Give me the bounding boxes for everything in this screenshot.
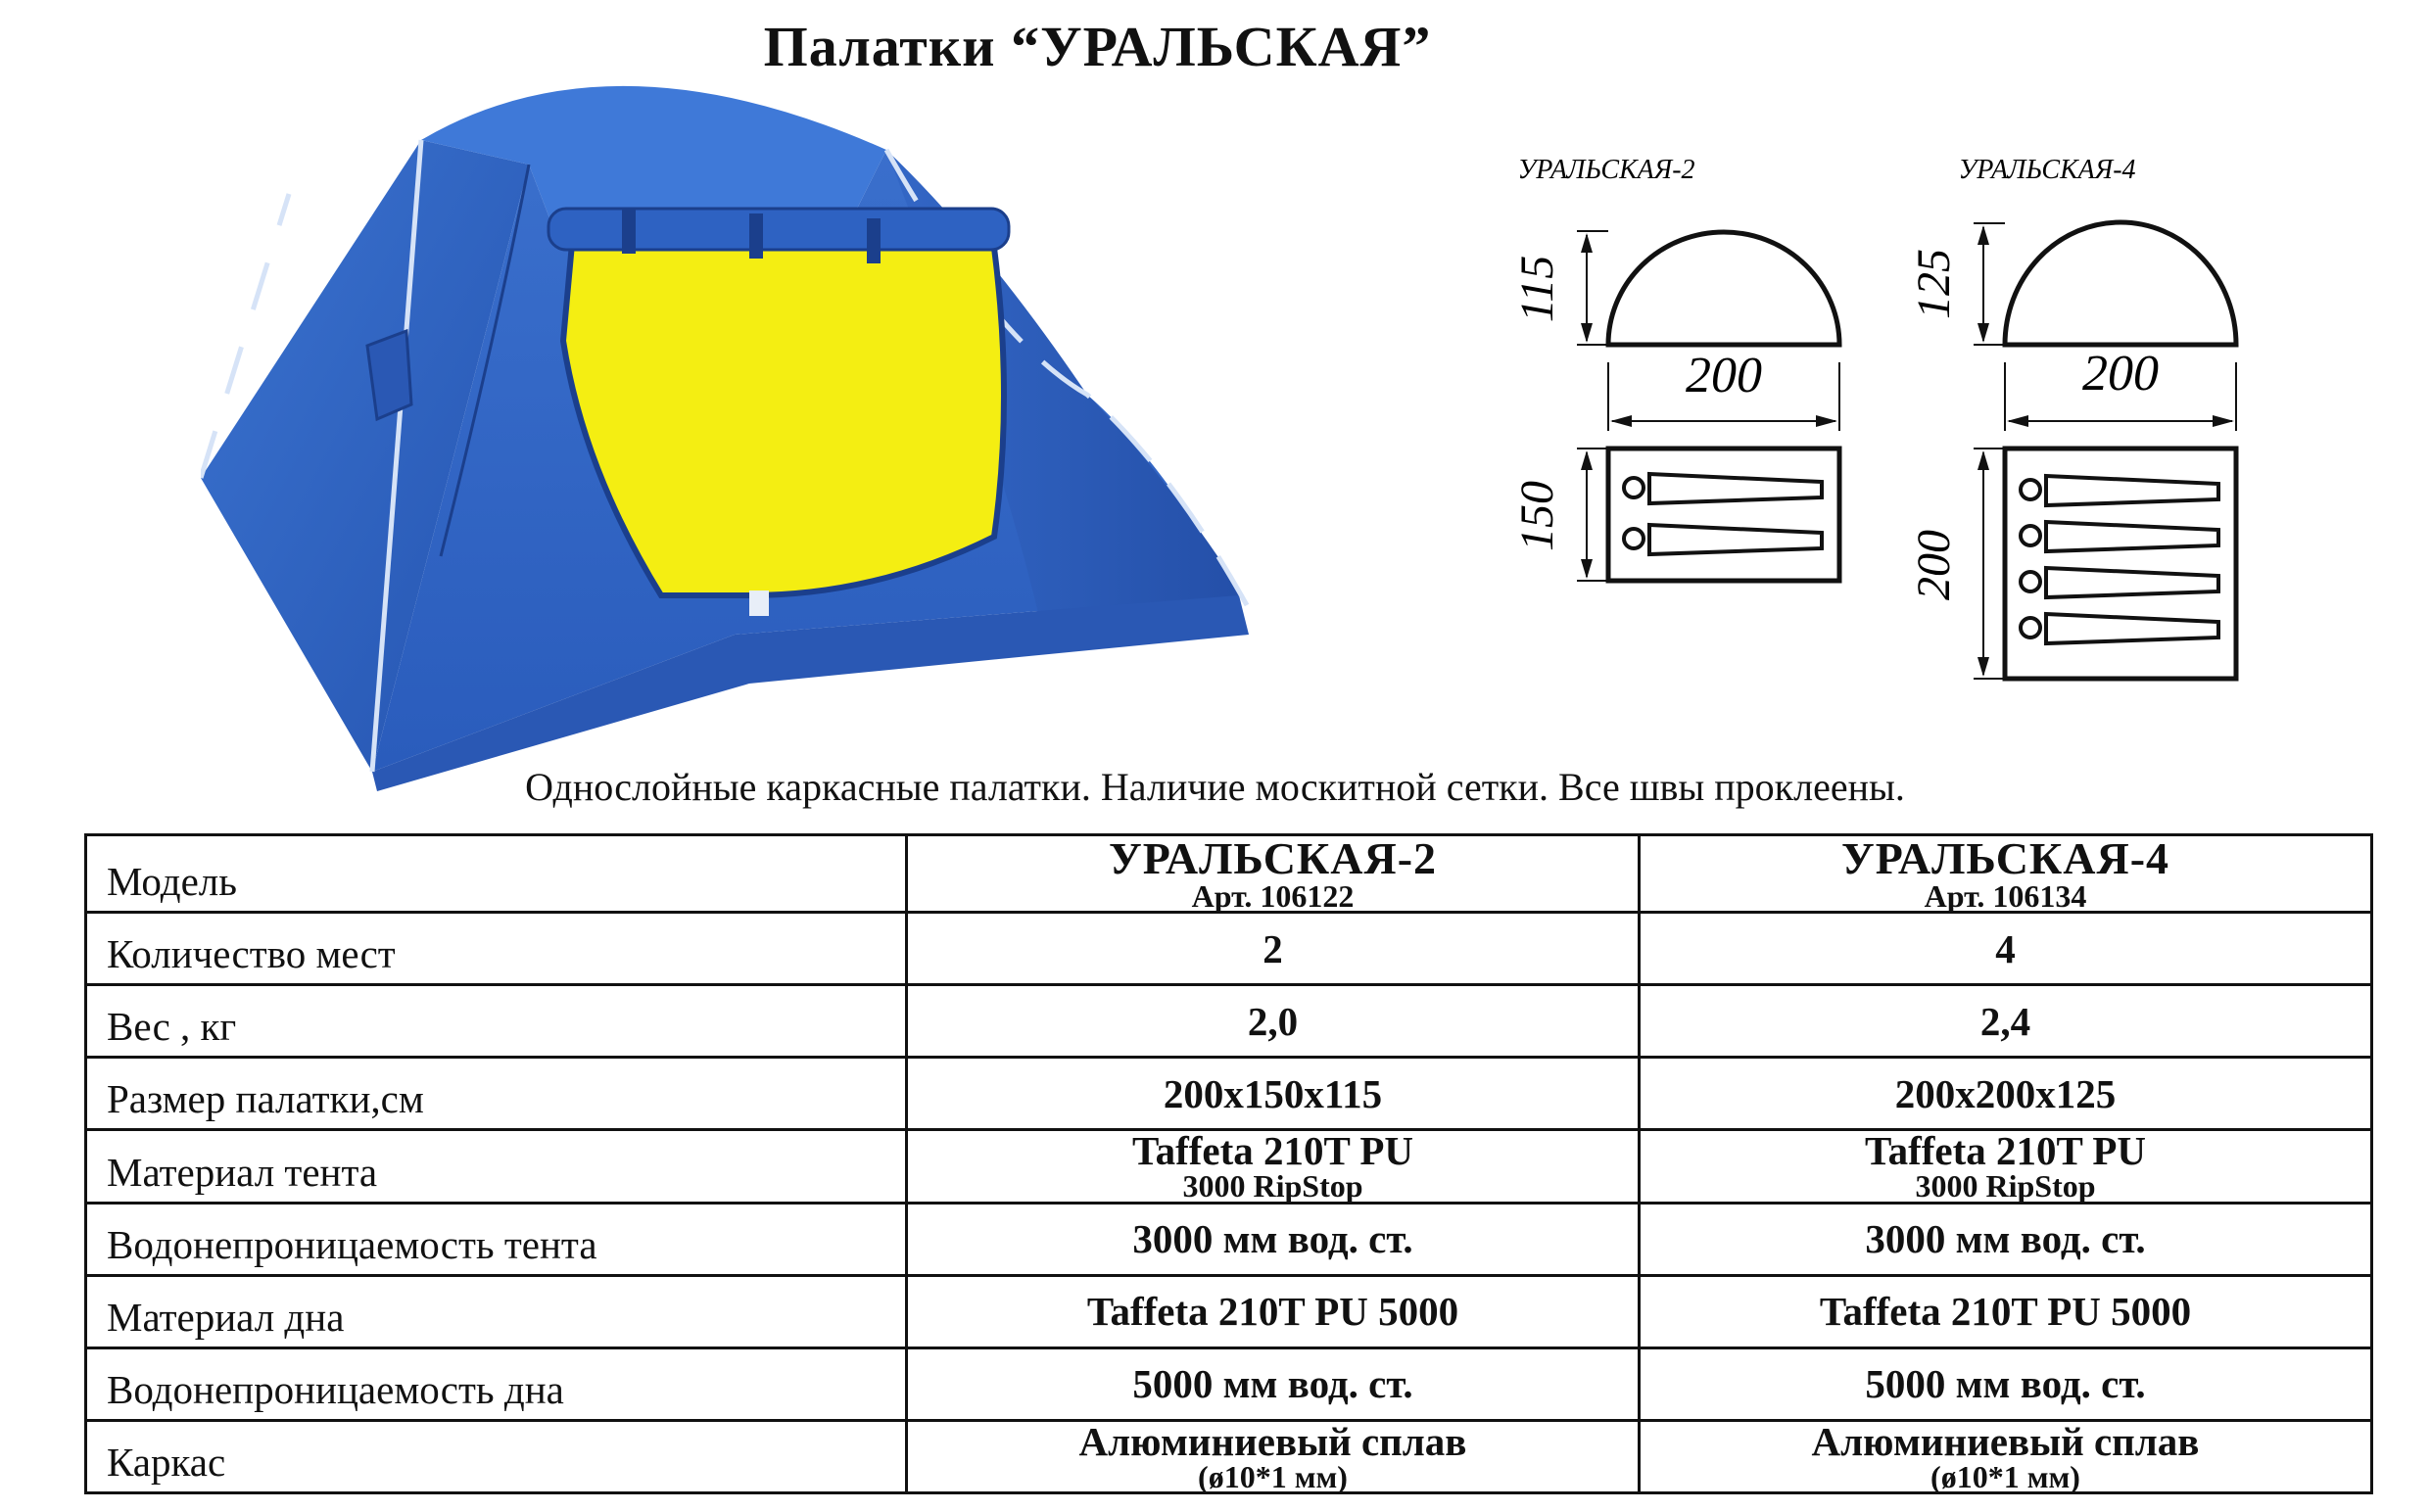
sleeping-bag — [1624, 525, 1822, 554]
value-cell: 5000 мм вод. ст. — [907, 1347, 1640, 1420]
model-cell — [1640, 835, 2372, 913]
value-cell: 4 — [1640, 913, 2372, 985]
height-label: 115 — [1511, 255, 1563, 323]
value-subline: (ø10*1 мм) — [1198, 1458, 1348, 1494]
table-row — [86, 1347, 2372, 1420]
sleeping-bag — [2021, 522, 2218, 551]
sleeping-bag — [1624, 474, 1822, 503]
row-label: Каркас — [86, 1420, 907, 1492]
value-cell — [1640, 1420, 2372, 1492]
diagram-uralskaya-2 — [1511, 155, 1839, 581]
value-cell: Taffeta 210T PU 5000 — [1640, 1275, 2372, 1347]
diagram-label: УРАЛЬСКАЯ-4 — [1958, 155, 2136, 185]
value-line: Алюминиевый сплав — [1811, 1418, 2200, 1464]
value-line: Алюминиевый сплав — [1078, 1418, 1467, 1464]
description — [0, 764, 2430, 810]
table-row — [86, 913, 2372, 985]
diagram-label: УРАЛЬСКАЯ-2 — [1517, 155, 1695, 185]
value-subline: 3000 RipStop — [1182, 1168, 1363, 1205]
value-cell — [1640, 1130, 2372, 1203]
table-row — [86, 1130, 2372, 1203]
row-label: Водонепроницаемость тента — [86, 1203, 907, 1275]
diagram-uralskaya-4 — [1908, 155, 2236, 679]
sleeping-bag — [2021, 568, 2218, 597]
value-cell: 200x150x115 — [907, 1058, 1640, 1130]
model-name: УРАЛЬСКАЯ-4 — [1840, 833, 2170, 883]
value-cell — [907, 1420, 1640, 1492]
row-label: Водонепроницаемость дна — [86, 1347, 907, 1420]
row-label: Размер палатки,см — [86, 1058, 907, 1130]
table-row — [86, 1058, 2372, 1130]
sleeping-bag — [2021, 476, 2218, 505]
sleeping-bag — [2021, 614, 2218, 643]
value-cell: 2 — [907, 913, 1640, 985]
width-label: 200 — [1686, 348, 1762, 403]
table-row — [86, 985, 2372, 1058]
page-title-text: Палатки “УРАЛЬСКАЯ” — [763, 15, 1432, 78]
value-cell: 2,0 — [907, 985, 1640, 1058]
value-cell: 2,4 — [1640, 985, 2372, 1058]
depth-label: 150 — [1511, 481, 1563, 551]
article-number: Арт. 106122 — [1191, 878, 1355, 914]
table-row — [86, 835, 2372, 913]
table-row — [86, 1275, 2372, 1347]
value-cell: 200x200x125 — [1640, 1058, 2372, 1130]
value-cell: 3000 мм вод. ст. — [907, 1203, 1640, 1275]
value-subline: (ø10*1 мм) — [1930, 1458, 2080, 1494]
row-label: Модель — [86, 835, 907, 913]
description-text: Однослойные каркасные палатки. Наличие москитной сетки. Все швы проклеены. — [525, 765, 1905, 809]
height-label: 125 — [1908, 249, 1960, 319]
value-cell: 5000 мм вод. ст. — [1640, 1347, 2372, 1420]
row-label: Количество мест — [86, 913, 907, 985]
row-label: Материал тента — [86, 1130, 907, 1203]
dimension-diagrams — [1469, 137, 2272, 705]
row-label: Вес , кг — [86, 985, 907, 1058]
model-name: УРАЛЬСКАЯ-2 — [1108, 833, 1438, 883]
value-line: Taffeta 210T PU — [1132, 1128, 1413, 1174]
row-label: Материал дна — [86, 1275, 907, 1347]
value-cell: Taffeta 210T PU 5000 — [907, 1275, 1640, 1347]
tent-image — [201, 47, 1268, 791]
depth-label: 200 — [1908, 530, 1960, 600]
value-cell — [907, 1130, 1640, 1203]
article-number: Арт. 106134 — [1924, 878, 2087, 914]
width-label: 200 — [2082, 346, 2159, 402]
table-row — [86, 1420, 2372, 1492]
model-cell — [907, 835, 1640, 913]
value-subline: 3000 RipStop — [1915, 1168, 2096, 1205]
table-row — [86, 1203, 2372, 1275]
value-cell: 3000 мм вод. ст. — [1640, 1203, 2372, 1275]
spec-table — [84, 833, 2373, 1494]
value-line: Taffeta 210T PU — [1865, 1128, 2146, 1174]
